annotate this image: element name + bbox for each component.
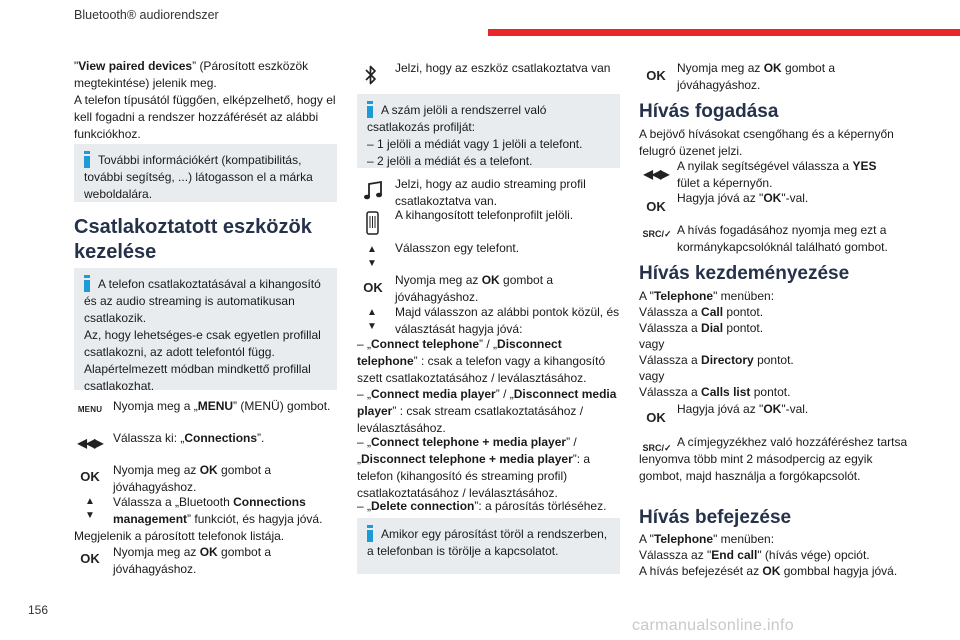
telephone-menu-line: A "Telephone" menüben: [639,289,775,303]
step-choose-option: Majd válasszon az alábbi pontok közül, és választását hagyja jóvá: [395,305,620,336]
select-calls-list-line: Válassza a Calls list pontot. [639,385,791,399]
info-note-compat: További információkért (kompatibilitás, további segítség, ...) látogasson el a márka weboldalára. [74,144,337,202]
option-connect-media: – „Connect media player” / „Disconnect media player” : csak stream csatlakoztatásához / leválasztásához. [357,387,617,435]
bluetooth-icon [364,64,378,86]
info-note-profile-number: A szám jelöli a rendszerrel való csatlakozás profilját: – 1 jelöli a médiát vagy 1 jelöli a telefont. – 2 jelöli a médiát és a telefont. [357,94,620,168]
option-delete-connection: – „Delete connection”: a párosítás törléséhez. [357,499,607,513]
section-heading-receive-call: Hívás fogadása [639,101,779,122]
section-heading-make-call: Hívás kezdeményezése [639,263,850,284]
icon-desc-connected: Jelzi, hogy az eszköz csatlakoztatva van [395,61,611,75]
watermark: carmanualsonline.info [632,617,794,634]
icon-desc-handsfree: A kihangosított telefonprofilt jelöli. [395,208,574,222]
icon-desc-streaming: Jelzi, hogy az audio streaming profil csatlakoztatva van. [395,177,586,208]
directory-access-paragraph: A címjegyzékhez való hozzáféréshez tartsa lenyomva több mint 2 másodpercig az egyik gombot, majd használja a forgókapcsolót. [639,435,908,483]
phone-icon [366,211,379,235]
step-steering-answer: A hívás fogadásához nyomja meg ezt a kormánykapcsolóknál található gombot. [677,223,888,254]
up-down-arrows-icon: ▲ ▼ [367,307,377,332]
step-confirm-ok-2: Hagyja jóvá az "OK"-val. [677,402,809,416]
step-press-ok: Nyomja meg az OK gombot a jóváhagyáshoz. [113,463,272,494]
step-press-ok-3: Nyomja meg az OK gombot a jóváhagyáshoz. [395,273,554,304]
info-icon [84,151,90,167]
info-note-delete-pairing: Amikor egy párosítást töröl a rendszerben, a telefonban is törölje a kapcsolatot. [357,518,620,574]
step-press-ok-2: Nyomja meg az OK gombot a jóváhagyáshoz. [113,545,272,576]
src-steering-button-icon: SRC/✓ [642,443,672,453]
ok-button-icon: OK [80,469,100,484]
step-confirm-ok: Hagyja jóvá az "OK"-val. [677,191,809,205]
telephone-menu-line-2: A "Telephone" menüben: [639,532,775,546]
ok-button-icon: OK [646,199,666,214]
section-heading-connected-devices: Csatlakoztatott eszközök kezelése [74,216,312,263]
section-heading-end-call: Hívás befejezése [639,507,792,528]
up-down-arrows-icon: ▲ ▼ [367,244,377,269]
running-header: Bluetooth® audiorendszer [74,8,219,22]
select-dial-line: Válassza a Dial pontot. [639,321,764,335]
ok-button-icon: OK [80,551,100,566]
step-select-yes: A nyilak segítségével válassza a YES fület a képernyőn. [677,159,877,190]
paired-list-shown: Megjelenik a párosított telefonok listája. [74,529,285,543]
incoming-call-paragraph: A bejövő hívásokat csengőhang és a képernyőn felugró üzenet jelzi. [639,127,894,158]
info-icon [367,101,373,117]
step-connections-management: Válassza a „Bluetooth Connections management” funkciót, és hagyja jóvá. [113,495,323,526]
paired-devices-paragraph: "View paired devices” (Párosított eszközök megtekintése) jelenik meg. [74,59,309,90]
info-icon [367,525,373,541]
step-press-menu: Nyomja meg a „MENU” (MENÜ) gombot. [113,399,331,413]
src-steering-button-icon: SRC/✓ [642,229,672,239]
option-connect-both: – „Connect telephone + media player” / „Disconnect telephone + media player”: a telefon (kihangosító és streaming profil) csatlakoztatásához / leválasztásához. [357,435,591,500]
up-down-arrows-icon: ▲ ▼ [85,496,95,521]
left-right-arrows-icon: ◀◀▶ [77,436,103,450]
ok-button-icon: OK [646,68,666,83]
step-select-connections: Válassza ki: „Connections”. [113,431,265,445]
music-note-icon [362,180,384,202]
or-line: vagy [639,369,665,383]
ok-button-icon: OK [646,410,666,425]
info-note-profiles: A telefon csatlakoztatásával a kihangosító és az audio streaming is automatikusan csatlakozik. Az, hogy lehetséges-e csak egyetlen profillal csatlakozni, az adott telefontól függ. Alapértelmezett módban mindkettő profillal csatlakozhat. [74,268,337,390]
select-directory-line: Válassza a Directory pontot. [639,353,794,367]
left-right-arrows-icon: ◀◀▶ [643,167,669,181]
step-select-phone: Válasszon egy telefont. [395,241,520,255]
header-accent-bar [488,29,960,36]
select-call-line: Válassza a Call pontot. [639,305,764,319]
menu-button-icon: MENU [77,405,103,414]
ok-button-icon: OK [363,280,383,295]
or-line: vagy [639,337,665,351]
access-paragraph: A telefon típusától függően, elképzelhető, hogy el kell fogadni a rendszer hozzáférését az alábbi funkciókhoz. [74,93,336,141]
select-end-call-line: Válassza az "End call" (hívás vége) opciót. [639,548,870,562]
page-number: 156 [28,603,49,617]
step-press-ok-4: Nyomja meg az OK gombot a jóváhagyáshoz. [677,61,836,92]
info-icon [84,275,90,291]
option-connect-telephone: – „Connect telephone” / „Disconnect telephone” : csak a telefon vagy a kihangosító szett csatlakoztatásához / leválasztásához. [357,337,606,385]
confirm-end-call-line: A hívás befejezését az OK gombbal hagyja jóvá. [639,564,898,578]
